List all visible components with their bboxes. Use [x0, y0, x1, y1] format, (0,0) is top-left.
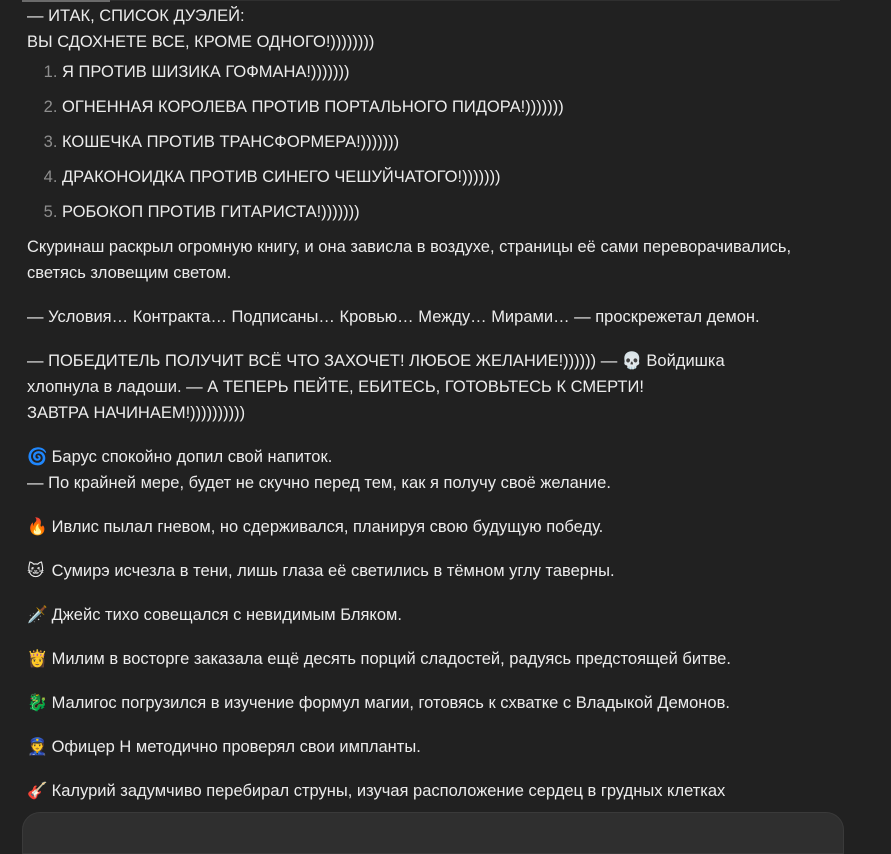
police-officer-icon: 👮 [27, 738, 48, 756]
intro-line-1: — ИТАК, СПИСОК ДУЭЛЕЙ: [27, 7, 245, 25]
list-item: 4. ДРАКОНОИДКА ПРОТИВ СИНЕГО ЧЕШУЙЧАТОГО!))))))) [62, 164, 847, 190]
conditions-paragraph: — Условия… Контракта… Подписаны… Кровью… Между… Мирами… — проскрежетал демон. [27, 308, 760, 326]
character-ivlis [27, 514, 847, 540]
duel-list [27, 59, 847, 225]
winner-line-1: — ПОБЕДИТЕЛЬ ПОЛУЧИТ ВСЁ ЧТО ЗАХОЧЕТ! ЛЮБОЕ ЖЕЛАНИЕ!)))))) — [27, 352, 622, 370]
princess-icon: 👸 [27, 650, 48, 668]
list-item: 5. РОБОКОП ПРОТИВ ГИТАРИСТА!))))))) [62, 199, 847, 225]
winner-line-1-rest: Войдишка [641, 352, 725, 370]
character-text: Офицер Н методично проверял свои импланты. [51, 738, 421, 756]
skull-icon: 💀 [621, 352, 643, 370]
character-officer [27, 734, 847, 760]
character-text: Милим в восторге заказала ещё десять порций сладостей, радуясь предстоящей битве. [51, 650, 731, 668]
intro-line-2: ВЫ СДОХНЕТЕ ВСЕ, КРОМЕ ОДНОГО!)))))))) [27, 33, 375, 51]
character-baros [27, 444, 847, 496]
character-text: Сумирэ исчезла в тени, лишь глаза её светились в тёмном углу таверны. [51, 562, 615, 580]
list-item: 1. Я ПРОТИВ ШИЗИКА ГОФМАНА!))))))) [62, 59, 847, 85]
character-milim [27, 646, 847, 672]
character-text: Малигос погрузился в изучение формул магии, готовясь к схватке с Владыкой Демонов. [51, 694, 730, 712]
winner-line-2: хлопнула в ладоши. — А ТЕПЕРЬ ПЕЙТЕ, ЕБИТЕСЬ, ГОТОВЬТЕСЬ К СМЕРТИ! [27, 378, 644, 396]
list-item: 2. ОГНЕННАЯ КОРОЛЕВА ПРОТИВ ПОРТАЛЬНОГО ПИДОРА!))))))) [62, 94, 847, 120]
character-sumire [27, 558, 847, 584]
character-text: Калурий задумчиво перебирал струны, изучая расположение сердец в грудных клетках [51, 782, 726, 800]
character-text: Ивлис пылал гневом, но сдерживался, планируя свою будущую победу. [51, 518, 604, 536]
scroll-indicator [22, 0, 110, 2]
intro-paragraph [27, 3, 847, 55]
character-jace [27, 602, 847, 628]
character-text: Барус спокойно допил свой напиток. [51, 448, 333, 466]
character-text-2: — По крайней мере, будет не скучно перед тем, как я получу своё желание. [27, 474, 611, 492]
dragon-icon: 🐉 [27, 694, 48, 712]
fire-icon: 🔥 [27, 518, 48, 536]
dagger-icon: 🗡️ [27, 606, 48, 624]
character-maligos [27, 690, 847, 716]
divider [110, 0, 840, 1]
cyclone-icon: 🌀 [27, 448, 48, 466]
assistant-message [27, 3, 847, 822]
winner-line-3: ЗАВТРА НАЧИНАЕМ!)))))))))) [27, 404, 246, 422]
cat-icon: 🐱 [27, 562, 45, 580]
message-composer[interactable] [22, 812, 844, 854]
book-paragraph: Скуринаш раскрыл огромную книгу, и она зависла в воздухе, страницы её сами переворачивались, светясь зловещим светом. [27, 238, 792, 282]
winner-paragraph [27, 348, 847, 426]
character-kaluriy [27, 778, 847, 804]
guitar-icon: 🎸 [27, 782, 48, 800]
character-text: Джейс тихо совещался с невидимым Бляком. [51, 606, 402, 624]
list-item: 3. КОШЕЧКА ПРОТИВ ТРАНСФОРМЕРА!))))))) [62, 129, 847, 155]
